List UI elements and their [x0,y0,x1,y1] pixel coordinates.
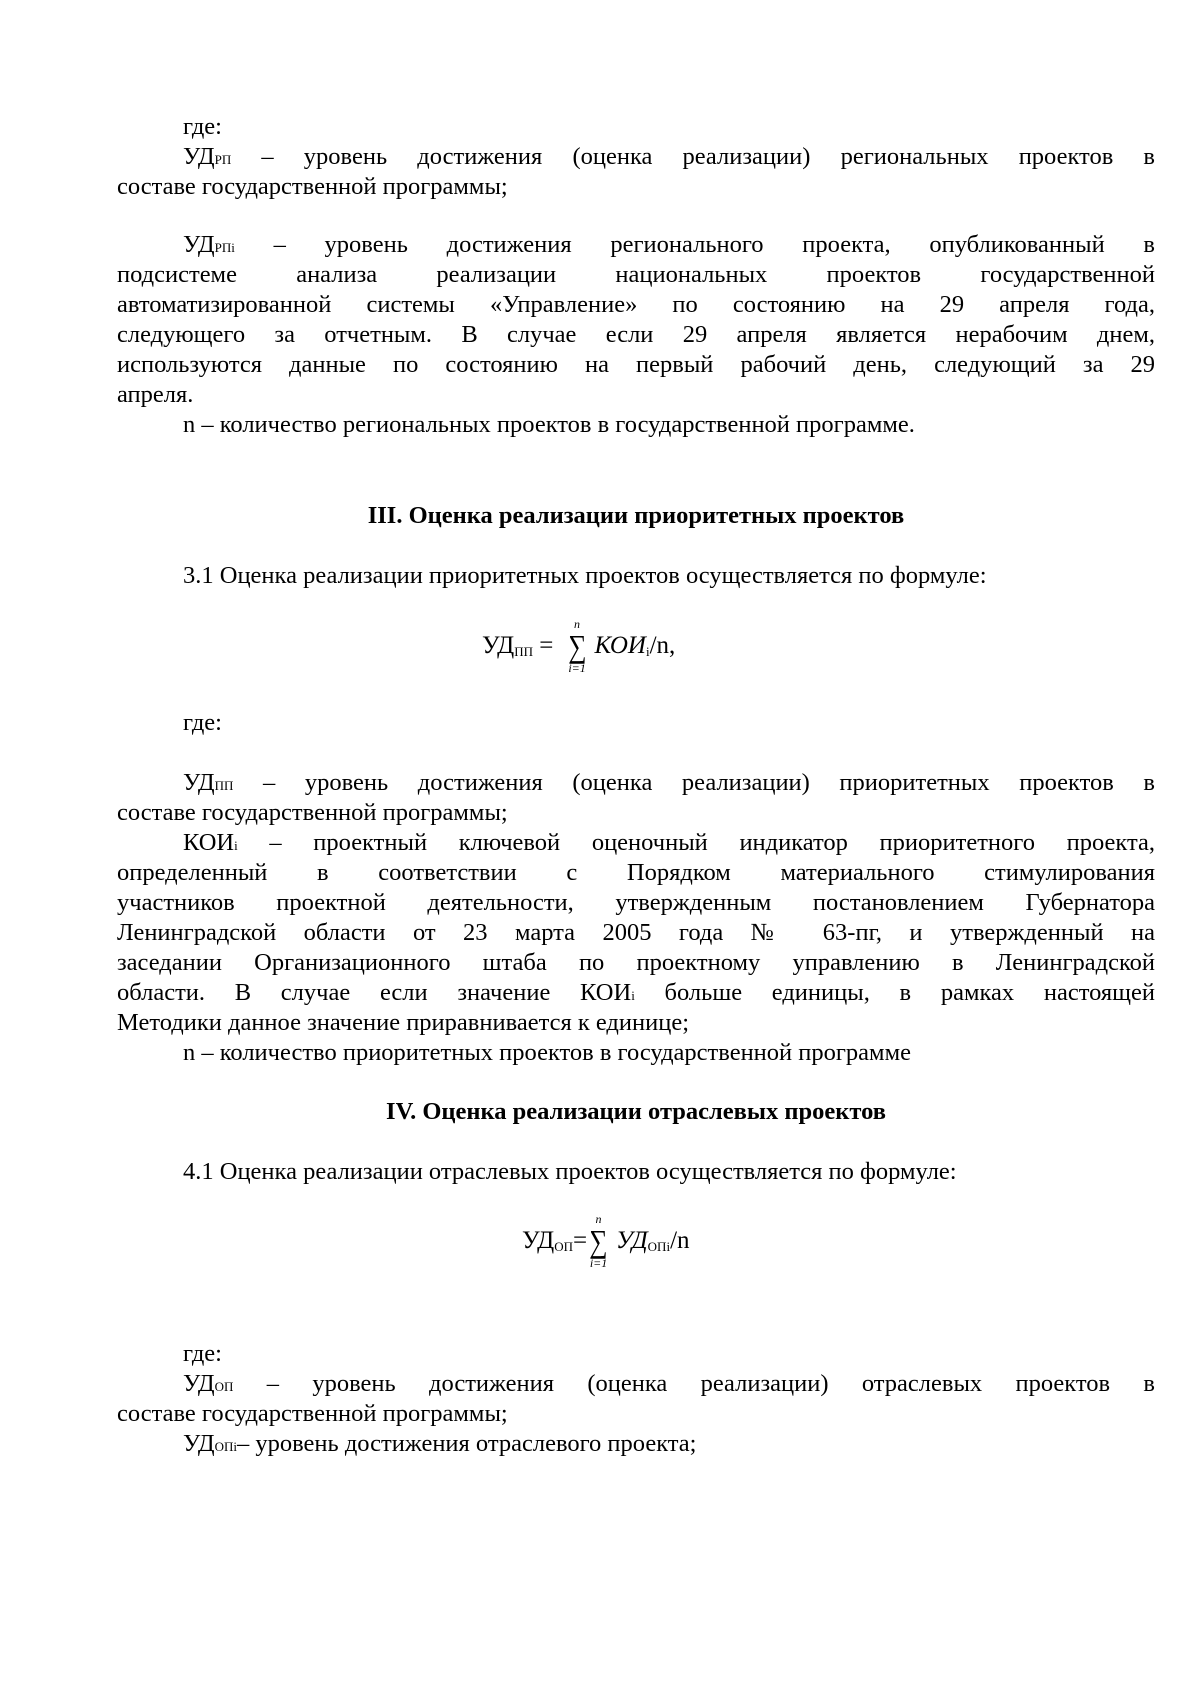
ud-rpi-definition: УДРПi – уровень достижения регионального проекта, опубликованный в [183,231,1155,258]
ud-pp-definition: УДПП – уровень достижения (оценка реализации) приоритетных проектов в [183,769,1155,796]
where-label-3: где: [183,709,222,736]
where-label-4: где: [183,1340,222,1367]
koi-definition: КОИi – проектный ключевой оценочный индикатор приоритетного проекта, [183,829,1155,856]
sum-symbol: n ∑ i=1 [567,617,587,675]
ud-op-definition-cont: составе государственной программы; [117,1400,508,1427]
ud-pp-definition-cont: составе государственной программы; [117,799,508,826]
sum-symbol: n ∑ i=1 [589,1212,608,1270]
koi-line7: Методики данное значение приравнивается к единице; [117,1009,690,1036]
koi-line5: заседании Организационного штаба по проектному управлению в Ленинградской [117,949,1155,976]
ud-rpi-line5: используются данные по состоянию на первый рабочий день, следующий за 29 [117,351,1155,378]
ud-op-definition: УДОП – уровень достижения (оценка реализации) отраслевых проектов в [183,1370,1155,1397]
koi-line4: Ленинградской области от 23 марта 2005 года № 63-пг, и утвержденный на [117,919,1155,946]
n-definition-priority: n – количество приоритетных проектов в государственной программе [183,1039,911,1066]
n-definition-regional: n – количество региональных проектов в государственной программе. [183,411,915,438]
formula-priority: УД ПП = n ∑ i=1 КОИ i /n, [482,617,676,675]
koi-line2: определенный в соответствии с Порядком материального стимулирования [117,859,1155,886]
where-label: где: [183,113,222,140]
koi-line6: области. В случае если значение КОИi больше единицы, в рамках настоящей [117,979,1155,1006]
ud-rpi-line2: подсистеме анализа реализации национальных проектов государственной [117,261,1155,288]
ud-opi-definition: УДОПi– уровень достижения отраслевого проекта; [183,1430,697,1457]
ud-rpi-line6: апреля. [117,381,194,408]
ud-rp-definition: УДРП – уровень достижения (оценка реализации) региональных проектов в [183,143,1155,170]
ud-rpi-line4: следующего за отчетным. В случае если 29 апреля является нерабочим днем, [117,321,1155,348]
ud-rp-definition-cont: составе государственной программы; [117,173,508,200]
document-page [117,0,1155,1698]
koi-line3: участников проектной деятельности, утвержденным постановлением Губернатора [117,889,1155,916]
section-4-intro: 4.1 Оценка реализации отраслевых проектов осуществляется по формуле: [183,1158,957,1185]
section-3-heading: III. Оценка реализации приоритетных проектов [367,502,905,529]
section-4-heading: IV. Оценка реализации отраслевых проектов [386,1098,886,1125]
ud-rpi-line3: автоматизированной системы «Управление» по состоянию на 29 апреля года, [117,291,1155,318]
formula-sectoral: УД ОП = n ∑ i=1 УД ОПi /n [522,1212,690,1270]
section-3-intro: 3.1 Оценка реализации приоритетных проектов осуществляется по формуле: [183,562,987,589]
